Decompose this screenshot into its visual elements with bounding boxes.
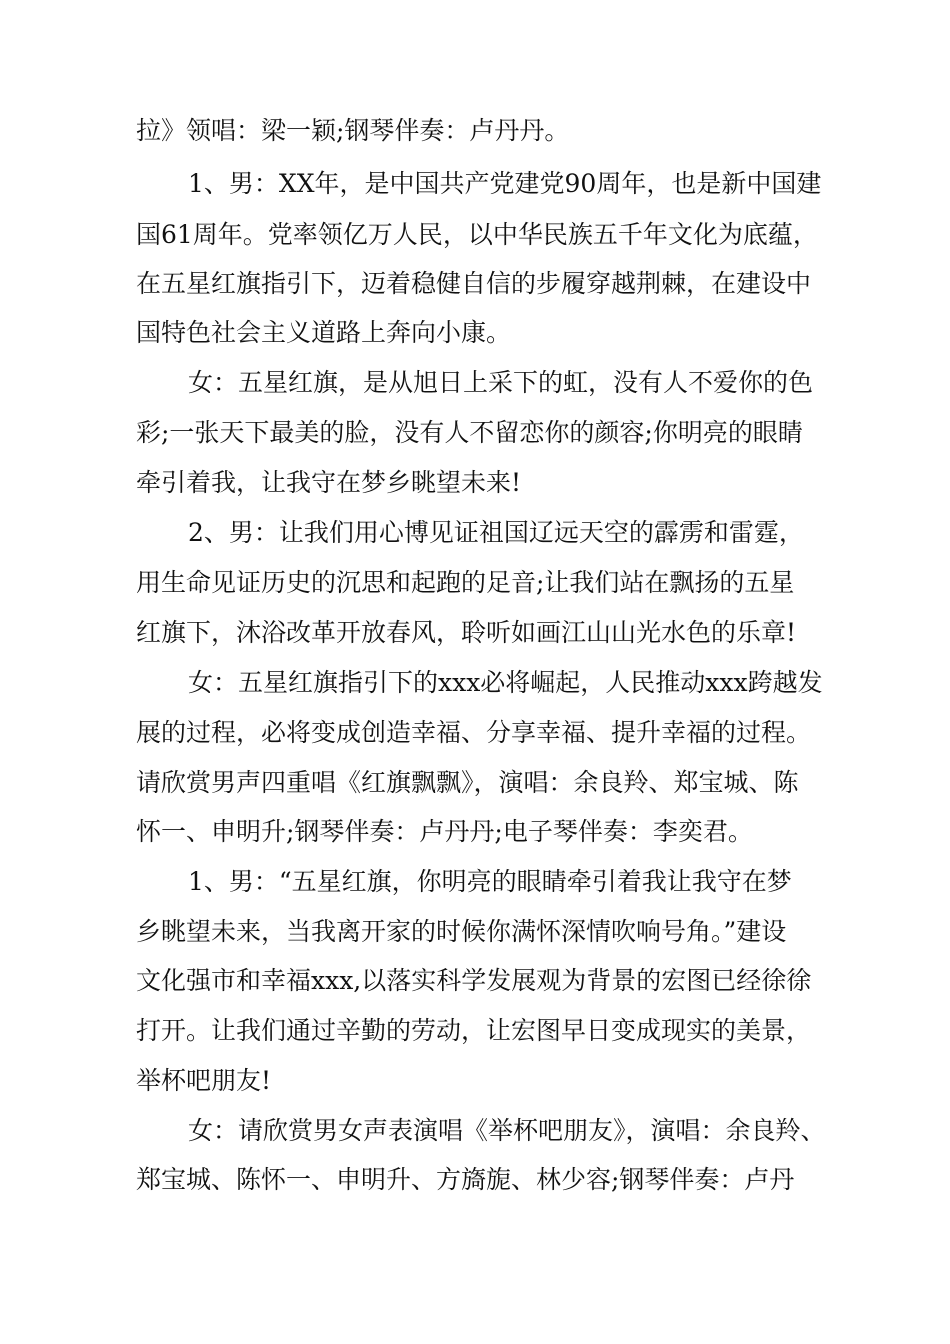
text-line: 牵引着我，让我守在梦乡眺望未来! xyxy=(136,468,522,497)
text-line: 乡眺望未来，当我离开家的时候你满怀深情吹响号角。”建设 xyxy=(136,917,787,946)
text-line: 用生命见证历史的沉思和起跑的足音;让我们站在飘扬的五星 xyxy=(136,568,795,597)
text-line: 文化强市和幸福xxx,以落实科学发展观为背景的宏图已经徐徐 xyxy=(136,966,812,995)
text-line: 国特色社会主义道路上奔向小康。 xyxy=(136,318,512,347)
text-line: 女：请欣赏男女声表演唱《举杯吧朋友》，演唱：余良羚、 xyxy=(188,1116,826,1145)
text-line: 展的过程，必将变成创造幸福、分享幸福、提升幸福的过程。 xyxy=(136,718,812,747)
text-line: 请欣赏男声四重唱《红旗飘飘》，演唱：余良羚、郑宝城、陈 xyxy=(136,768,799,797)
text-line: 打开。让我们通过辛勤的劳动，让宏图早日变成现实的美景， xyxy=(136,1016,812,1045)
text-line: 怀一、申明升;钢琴伴奏：卢丹丹;电子琴伴奏：李奕君。 xyxy=(136,817,753,846)
text-line: 在五星红旗指引下，迈着稳健自信的步履穿越荆棘，在建设中 xyxy=(136,269,812,298)
text-line: 红旗下，沐浴改革开放春风，聆听如画江山山光水色的乐章! xyxy=(136,618,797,647)
text-line: 2、男：让我们用心博见证祖国辽远天空的霹雳和雷霆， xyxy=(188,518,804,547)
text-line: 郑宝城、陈怀一、申明升、方旖旎、林少容;钢琴伴奏：卢丹 xyxy=(136,1165,795,1194)
text-line: 1、男：XX年，是中国共产党建党90周年，也是新中国建 xyxy=(188,169,822,198)
text-line: 拉》领唱：梁一颖;钢琴伴奏：卢丹丹。 xyxy=(136,116,570,145)
text-line: 1、男：“五星红旗，你明亮的眼睛牵引着我让我守在梦 xyxy=(188,867,792,896)
text-line: 国61周年。党率领亿万人民，以中华民族五千年文化为底蕴， xyxy=(136,220,818,249)
text-line: 女：五星红旗，是从旭日上采下的虹，没有人不爱你的色 xyxy=(188,368,814,397)
text-line: 女：五星红旗指引下的xxx必将崛起，人民推动xxx跨越发 xyxy=(188,668,823,697)
text-line: 彩;一张天下最美的脸，没有人不留恋你的颜容;你明亮的眼睛 xyxy=(136,418,803,447)
text-line: 举杯吧朋友! xyxy=(136,1066,272,1095)
